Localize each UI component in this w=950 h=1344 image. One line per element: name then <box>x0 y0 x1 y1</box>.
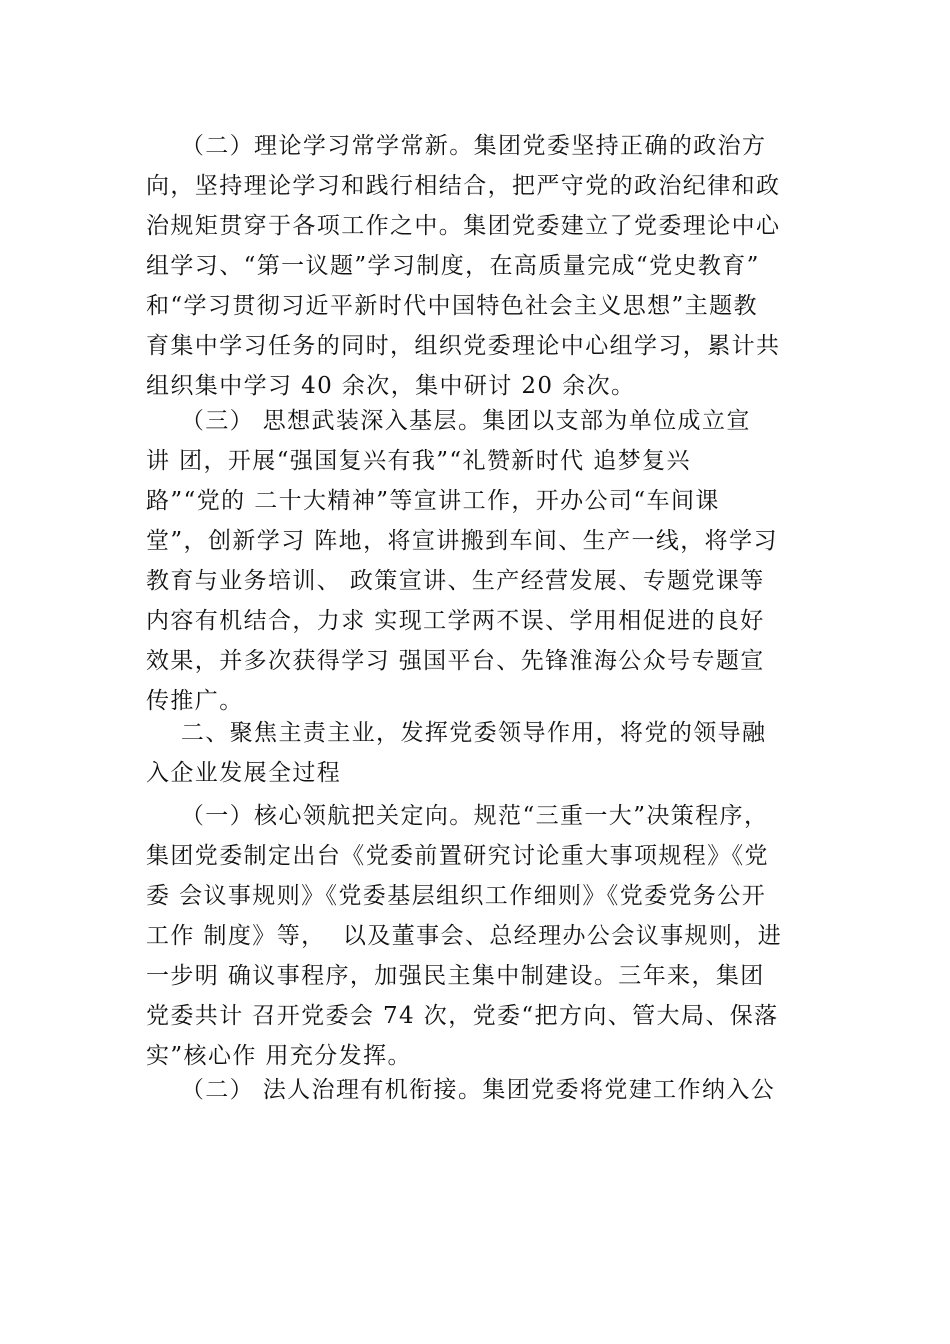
text-line: 效果，并多次获得学习 强国平台、先锋淮海公众号专题宣 <box>146 648 765 674</box>
text-line: 路”“党的 二十大精神”等宣讲工作，开办公司“车间课 <box>146 488 720 514</box>
text-line: 内容有机结合，力求 实现工学两不误、学用相促进的良好 <box>146 608 765 634</box>
text-line: （一）核心领航把关定向。规范“三重一大”决策程序， <box>146 803 769 829</box>
text-line: 入企业发展全过程 <box>146 760 342 786</box>
section-heading-2 <box>146 713 826 793</box>
text-line: 向，坚持理论学习和践行相结合，把严守党的政治纪律和政 <box>146 173 781 199</box>
text-line: 讲 团，开展“强国复兴有我”“礼赞新时代 追梦复兴 <box>146 448 691 474</box>
text-line: 组织集中学习 40 余次，集中研讨 20 余次。 <box>146 373 636 399</box>
text-line: 组学习、“第一议题”学习制度，在高质量完成“党史教育” <box>146 253 760 279</box>
text-line: 育集中学习任务的同时，组织党委理论中心组学习，累计共 <box>146 333 781 359</box>
text-line: 一步明 确议事程序，加强民主集中制建设。三年来，集团 <box>146 963 765 989</box>
text-line: 二、聚焦主责主业，发挥党委领导作用，将党的领导融 <box>146 720 767 746</box>
text-line: 治规矩贯穿于各项工作之中。集团党委建立了党委理论中心 <box>146 213 781 239</box>
paragraph-core-leadership <box>146 796 826 1076</box>
text-line: 党委共计 召开党委会 74 次，党委“把方向、管大局、保落 <box>146 1003 779 1029</box>
text-line: 传推广。 <box>146 688 244 714</box>
text-line: 堂”，创新学习 阵地，将宣讲搬到车间、生产一线，将学习 <box>146 528 778 554</box>
text-line: 委 会议事规则》《党委基层组织工作细则》《党委党务公开 <box>146 883 767 909</box>
text-line: （二） 法人治理有机衔接。集团党委将党建工作纳入公 <box>146 1077 776 1103</box>
text-line: 集团党委制定出台《党委前置研究讨论重大事项规程》《党 <box>146 843 769 869</box>
text-line: 实”核心作 用充分发挥。 <box>146 1043 412 1069</box>
text-line: 和“学习贯彻习近平新时代中国特色社会主义思想”主题教 <box>146 293 758 319</box>
paragraph-corporate-governance <box>146 1070 826 1110</box>
text-line: （三） 思想武装深入基层。集团以支部为单位成立宣 <box>146 408 751 434</box>
text-line: 教育与业务培训、 政策宣讲、生产经营发展、专题党课等 <box>146 568 765 594</box>
paragraph-ideology-grassroots <box>146 401 826 721</box>
text-line: 工作 制度》等， 以及董事会、总经理办公会议事规则，进 <box>146 923 783 949</box>
paragraph-theory-study <box>146 126 826 406</box>
text-line: （二）理论学习常学常新。集团党委坚持正确的政治方 <box>146 133 767 159</box>
